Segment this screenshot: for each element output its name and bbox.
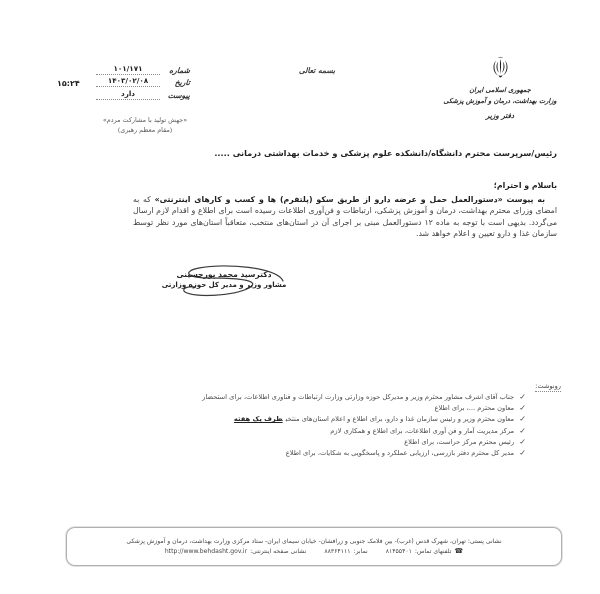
registration-stamp bbox=[96, 62, 190, 100]
check-icon: ✓ bbox=[518, 437, 528, 447]
footer-contacts bbox=[75, 547, 553, 555]
cc-item: ✓ مدیر کل محترم دفتر بازرسی، ارزیابی عملکرد و پاسخگویی به شکایات، برای اطلاع bbox=[150, 448, 526, 459]
fax-label: نمابر: bbox=[353, 547, 368, 555]
cc-list bbox=[150, 392, 526, 459]
letterhead bbox=[443, 56, 557, 121]
cc-deadline-highlight: ظرف یک هفته bbox=[233, 415, 283, 424]
slogan-line2: (مقام معظم رهبری) bbox=[117, 126, 173, 134]
signer-name: دکترسید محمد پورحسینی bbox=[176, 270, 272, 279]
check-icon: ✓ bbox=[518, 415, 528, 424]
salutation-line: باسلام و احترام؛ bbox=[493, 181, 557, 190]
stamp-attachment-value: دارد bbox=[96, 89, 160, 100]
cc-item: ✓ معاون محترم ...، برای اطلاع bbox=[150, 403, 526, 414]
stamp-date-value: ۱۴۰۳/۰۲/۰۸ bbox=[96, 76, 160, 87]
stamp-attachment-row bbox=[96, 87, 190, 100]
stamp-attachment-label: پیوست bbox=[167, 90, 191, 100]
slogan-line1: «جهش تولید با مشارکت مردم» bbox=[102, 116, 188, 124]
phone-icon: ☎ bbox=[454, 547, 464, 555]
letter-body-rest: که به امضای وزرای محترم بهداشت، درمان و آموزش پزشکی، ارتباطات و فن‌آوری اطلاعات رسیده است برای اطلاع و اقدام لازم ارسال می‌گردد. بدیهی است با توجه به ماده ۱۲ دستورالعمل مبنی بر اجرای آن در استان‌های منتخب، متعاقباً استان‌های مورد نظر توسط سازمان غذا و دارو تعیین و اعلام خواهد شد. bbox=[133, 195, 558, 239]
stamp-date-label: تاریخ bbox=[174, 78, 191, 88]
phone-segment bbox=[386, 547, 464, 555]
stamp-time: ۱۵:۲۴ bbox=[57, 79, 80, 88]
signer-title: مشاور وزیر و مدیر کل حوزه وزارتی bbox=[161, 281, 287, 289]
letter-body-directive-title: به پیوست «دستورالعمل حمل و عرضه دارو از طریق سکو (پلتفرم) ها و کسب و کارهای اینترنتی» bbox=[154, 195, 545, 204]
addressee-line: رئیس/سرپرست محترم دانشگاه/دانشکده علوم پزشکی و خدمات بهداشتی درمانی ..... bbox=[214, 148, 557, 158]
letter-body bbox=[133, 194, 557, 240]
bismillah-text: بسمه تعالی bbox=[298, 66, 336, 75]
letterhead-office: دفتر وزیر bbox=[485, 111, 515, 120]
website-url: http://www.behdasht.gov.ir bbox=[164, 547, 248, 555]
check-icon: ✓ bbox=[518, 403, 528, 413]
cc-item: ✓ معاون محترم وزیر و رئیس سازمان غذا و دارو، برای اطلاع و اعلام استان‌های منتخبظرف یک هفته bbox=[150, 414, 526, 425]
postal-address: نشانی پستی: تهران، شهرک قدس (غرب)- بین فلامک جنوبی و زرافشان- خیابان سیمای ایران- ستاد مرکزی وزارت بهداشت، درمان و آموزش پزشکی bbox=[126, 538, 502, 545]
check-icon: ✓ bbox=[518, 392, 528, 402]
signature-block bbox=[160, 269, 288, 291]
website-segment bbox=[165, 547, 307, 555]
stamp-number-value: ۱۰۱/۱۷۱ bbox=[96, 64, 160, 75]
cc-label: رونوشت: bbox=[535, 382, 561, 390]
letterhead-country: جمهوری اسلامی ایران bbox=[469, 86, 531, 94]
fax-value: ۸۸۳۶۴۱۱۱ bbox=[324, 547, 351, 555]
year-slogan bbox=[83, 115, 207, 135]
phone-value: ۸۱۴۵۵۴۰۱ bbox=[385, 547, 412, 555]
stamp-date-row bbox=[96, 75, 190, 88]
cc-item: ✓ مرکز مدیریت آمار و فن آوری اطلاعات، برای اطلاع و همکاری لازم bbox=[150, 426, 526, 437]
stamp-number-row bbox=[96, 62, 190, 75]
cc-item: ✓ رئیس محترم مرکز حراست، برای اطلاع bbox=[150, 437, 526, 448]
cc-item: ✓ جناب آقای اشرف مشاور محترم وزیر و مدیرکل حوزه وزارتی وزارت ارتباطات و فناوری اطلاعات، برای استحضار bbox=[150, 392, 526, 403]
check-icon: ✓ bbox=[518, 448, 528, 458]
website-label: نشانی صفحه اینترنتی: bbox=[250, 547, 307, 555]
fax-segment bbox=[324, 547, 367, 555]
check-icon: ✓ bbox=[518, 426, 528, 435]
footer-contact-box bbox=[66, 527, 562, 566]
phone-label: تلفنهای تماس: bbox=[414, 547, 452, 555]
stamp-number-label: شماره bbox=[168, 65, 191, 75]
letterhead-ministry: وزارت بهداشت، درمان و آموزش پزشکی bbox=[443, 97, 557, 105]
iran-emblem-icon bbox=[491, 56, 510, 83]
